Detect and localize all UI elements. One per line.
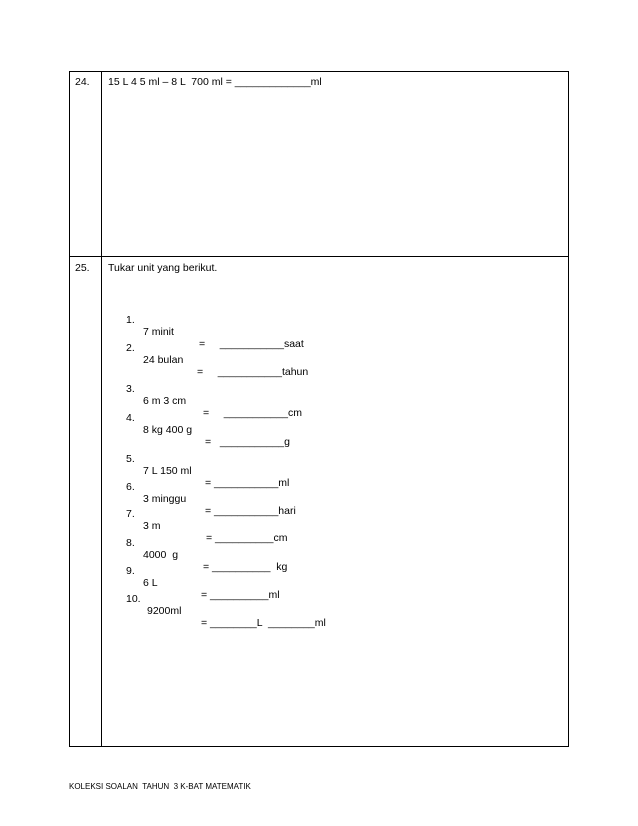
item-answer-blank: = ___________cm: [203, 407, 302, 419]
item-answer-blank: = __________ml: [201, 589, 280, 601]
item-number: 9.: [126, 565, 135, 577]
item-number: 6.: [126, 481, 135, 493]
item-answer-blank: = ___________ml: [205, 477, 290, 489]
item-unit: 3 m: [143, 520, 161, 532]
item-answer-blank: = ___________saat: [199, 338, 304, 350]
page-footer: KOLEKSI SOALAN TAHUN 3 K-BAT MATEMATIK: [69, 782, 251, 791]
question-24-text: 15 L 4 5 ml – 8 L 700 ml = _____________ml: [108, 76, 322, 88]
item-number: 4.: [126, 412, 135, 424]
item-number: 2.: [126, 342, 135, 354]
question-24-number: 24.: [75, 76, 90, 88]
question-25-number: 25.: [75, 262, 90, 274]
item-number: 3.: [126, 383, 135, 395]
item-unit: 8 kg 400 g: [143, 424, 193, 436]
item-unit: 6 L: [143, 577, 158, 589]
item-number: 5.: [126, 453, 135, 465]
item-unit: 7 L 150 ml: [143, 465, 192, 477]
item-number: 7.: [126, 508, 135, 520]
item-unit: 6 m 3 cm: [143, 395, 187, 407]
item-unit: 3 minggu: [143, 493, 187, 505]
item-unit: 4000 g: [143, 549, 179, 561]
item-number: 8.: [126, 537, 135, 549]
column-divider: [101, 72, 102, 746]
item-answer-blank: = ___________tahun: [197, 366, 309, 378]
question-25-text: Tukar unit yang berikut.: [108, 262, 218, 274]
item-number: 10.: [126, 593, 141, 605]
item-number: 1.: [126, 314, 135, 326]
item-answer-blank: = __________ kg: [203, 561, 288, 573]
item-unit: 7 minit: [143, 326, 174, 338]
item-answer-blank: = ___________hari: [205, 505, 296, 517]
row-divider: [70, 256, 568, 257]
item-unit: 24 bulan: [143, 354, 184, 366]
item-unit: 9200ml: [147, 605, 182, 617]
item-answer-blank: = ________L ________ml: [201, 617, 326, 629]
worksheet-table: [69, 71, 569, 747]
item-answer-blank: = ___________g: [205, 436, 290, 448]
item-answer-blank: = __________cm: [206, 532, 288, 544]
